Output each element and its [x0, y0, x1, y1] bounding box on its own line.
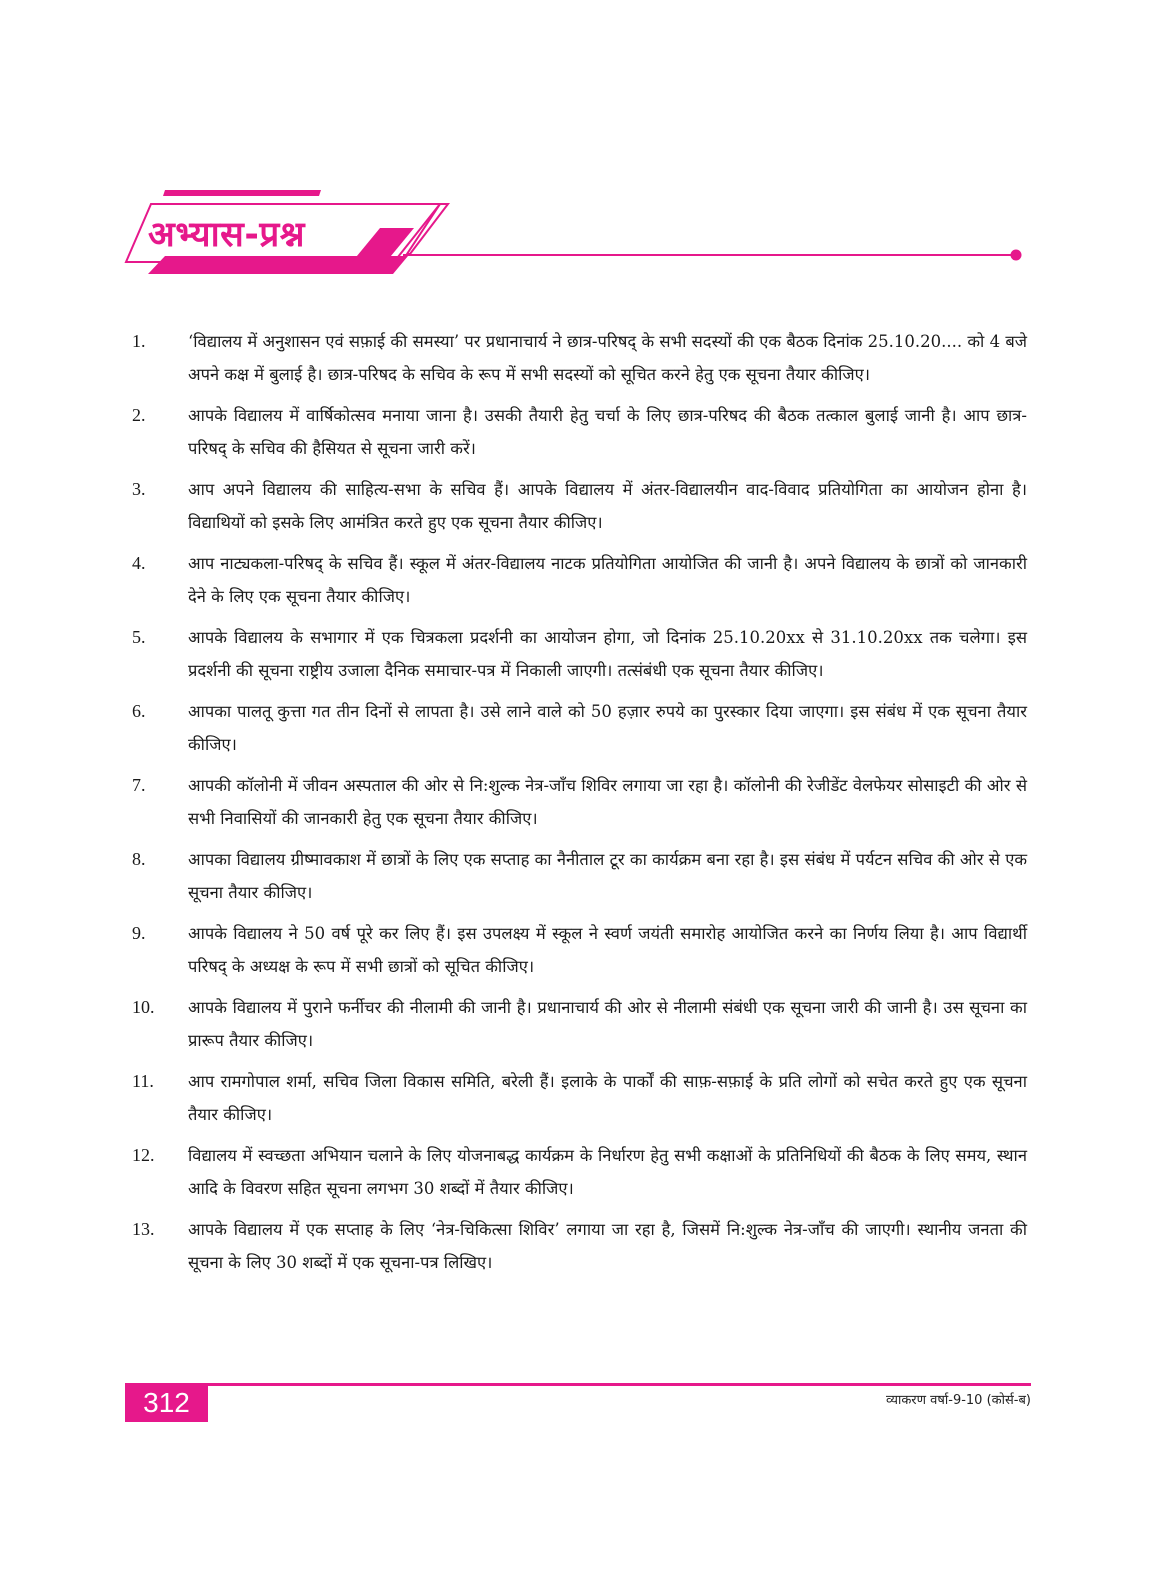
book-title: व्याकरण वर्षा-9-10 (कोर्स-ब): [885, 1393, 1031, 1408]
question-item: [132, 769, 1027, 835]
question-text: विद्यालय में स्वच्छता अभियान चलाने के लिए योजनाबद्ध कार्यक्रम के निर्धारण हेतु सभी कक्षाओं के प्रतिनिधियों की बैठक के लिए समय, स्थान आदि के विवरण सहित सूचना लगभग 30 शब्दों में तैयार कीजिए।: [188, 1146, 1027, 1198]
question-number: 8.: [132, 849, 146, 869]
question-number: 4.: [132, 553, 146, 573]
question-text: आपके विद्यालय के सभागार में एक चित्रकला प्रदर्शनी का आयोजन होगा, जो दिनांक 25.10.20xx से 31.10.20xx तक चलेगा। इस प्रदर्शनी की सूचना राष्ट्रीय उजाला दैनिक समाचार-पत्र में निकाली जाएगी। तत्संबंधी एक सूचना तैयार कीजिए।: [188, 628, 1027, 680]
question-number: 11.: [132, 1071, 154, 1091]
header-banner-top-bar: [163, 190, 321, 196]
question-text: आप रामगोपाल शर्मा, सचिव जिला विकास समिति, बरेली हैं। इलाके के पार्कों की साफ़-सफ़ाई के प्रति लोगों को सचेत करते हुए एक सूचना तैयार कीजिए।: [188, 1072, 1027, 1124]
question-item: [132, 991, 1027, 1057]
question-item: [132, 473, 1027, 539]
question-number: 1.: [132, 331, 146, 351]
question-item: [132, 621, 1027, 687]
question-number: 2.: [132, 405, 146, 425]
question-text: आपका विद्यालय ग्रीष्मावकाश में छात्रों के लिए एक सप्ताह का नैनीताल टूर का कार्यक्रम बना रहा है। इस संबंध में पर्यटन सचिव की ओर से एक सूचना तैयार कीजिए।: [188, 850, 1027, 902]
question-text: आपके विद्यालय में एक सप्ताह के लिए ‘नेत्र-चिकित्सा शिविर’ लगाया जा रहा है, जिसमें नि:शुल्क नेत्र-जाँच की जाएगी। स्थानीय जनता की सूचना के लिए 30 शब्दों में एक सूचना-पत्र लिखिए।: [188, 1220, 1027, 1272]
question-item: [132, 547, 1027, 613]
question-number: 10.: [132, 997, 155, 1017]
question-text: आपकी कॉलोनी में जीवन अस्पताल की ओर से नि:शुल्क नेत्र-जाँच शिविर लगाया जा रहा है। कॉलोनी की रेजीडेंट वेलफेयर सोसाइटी की ओर से सभी निवासियों की जानकारी हेतु एक सूचना तैयार कीजिए।: [188, 776, 1027, 828]
header-rule-end-dot: [1011, 250, 1022, 261]
footer-rule-line: [125, 1383, 1031, 1386]
question-text: आपका पालतू कुत्ता गत तीन दिनों से लापता है। उसे लाने वाले को 50 हज़ार रुपये का पुरस्कार दिया जाएगा। इस संबंध में एक सूचना तैयार कीजिए।: [188, 702, 1027, 754]
question-item: [132, 1213, 1027, 1279]
question-item: [132, 843, 1027, 909]
question-number: 5.: [132, 627, 146, 647]
question-list: [132, 325, 1027, 1287]
question-text: आपके विद्यालय में वार्षिकोत्सव मनाया जाना है। उसकी तैयारी हेतु चर्चा के लिए छात्र-परिषद की बैठक तत्काल बुलाई जानी है। आप छात्र-परिषद् के सचिव की हैसियत से सूचना जारी करें।: [188, 406, 1027, 458]
page-footer: [0, 1380, 1152, 1440]
question-item: [132, 917, 1027, 983]
question-number: 9.: [132, 923, 146, 943]
question-item: [132, 399, 1027, 465]
page-number: 312: [125, 1383, 208, 1422]
question-number: 12.: [132, 1145, 155, 1165]
question-number: 3.: [132, 479, 146, 499]
question-item: [132, 325, 1027, 391]
question-text: ‘विद्यालय में अनुशासन एवं सफ़ाई की समस्या’ पर प्रधानाचार्य ने छात्र-परिषद् के सभी सदस्यों की एक बैठक दिनांक 25.10.20.... को 4 बजे अपने कक्ष में बुलाई है। छात्र-परिषद के सचिव के रूप में सभी सदस्यों को सूचित करने हेतु एक सूचना तैयार कीजिए।: [188, 332, 1027, 384]
question-text: आप अपने विद्यालय की साहित्य-सभा के सचिव हैं। आपके विद्यालय में अंतर-विद्यालयीन वाद-विवाद प्रतियोगिता का आयोजन होना है। विद्याथियों को इसके लिए आमंत्रित करते हुए एक सूचना तैयार कीजिए।: [188, 480, 1027, 532]
question-number: 6.: [132, 701, 146, 721]
question-number: 7.: [132, 775, 146, 795]
question-item: [132, 1065, 1027, 1131]
question-text: आप नाट्यकला-परिषद् के सचिव हैं। स्कूल में अंतर-विद्यालय नाटक प्रतियोगिता आयोजित की जानी है। अपने विद्यालय के छात्रों को जानकारी देने के लिए एक सूचना तैयार कीजिए।: [188, 554, 1027, 606]
question-item: [132, 1139, 1027, 1205]
question-text: आपके विद्यालय में पुराने फर्नीचर की नीलामी की जानी है। प्रधानाचार्य की ओर से नीलामी संबंधी एक सूचना जारी की जानी है। उस सूचना का प्रारूप तैयार कीजिए।: [188, 998, 1027, 1050]
section-title: अभ्यास-प्रश्न: [148, 215, 306, 255]
question-text: आपके विद्यालय ने 50 वर्ष पूरे कर लिए हैं। इस उपलक्ष्य में स्कूल ने स्वर्ण जयंती समारोह आयोजित करने का निर्णय लिया है। आप विद्यार्थी परिषद् के अध्यक्ष के रूप में सभी छात्रों को सूचित कीजिए।: [188, 924, 1027, 976]
question-item: [132, 695, 1027, 761]
question-number: 13.: [132, 1219, 155, 1239]
